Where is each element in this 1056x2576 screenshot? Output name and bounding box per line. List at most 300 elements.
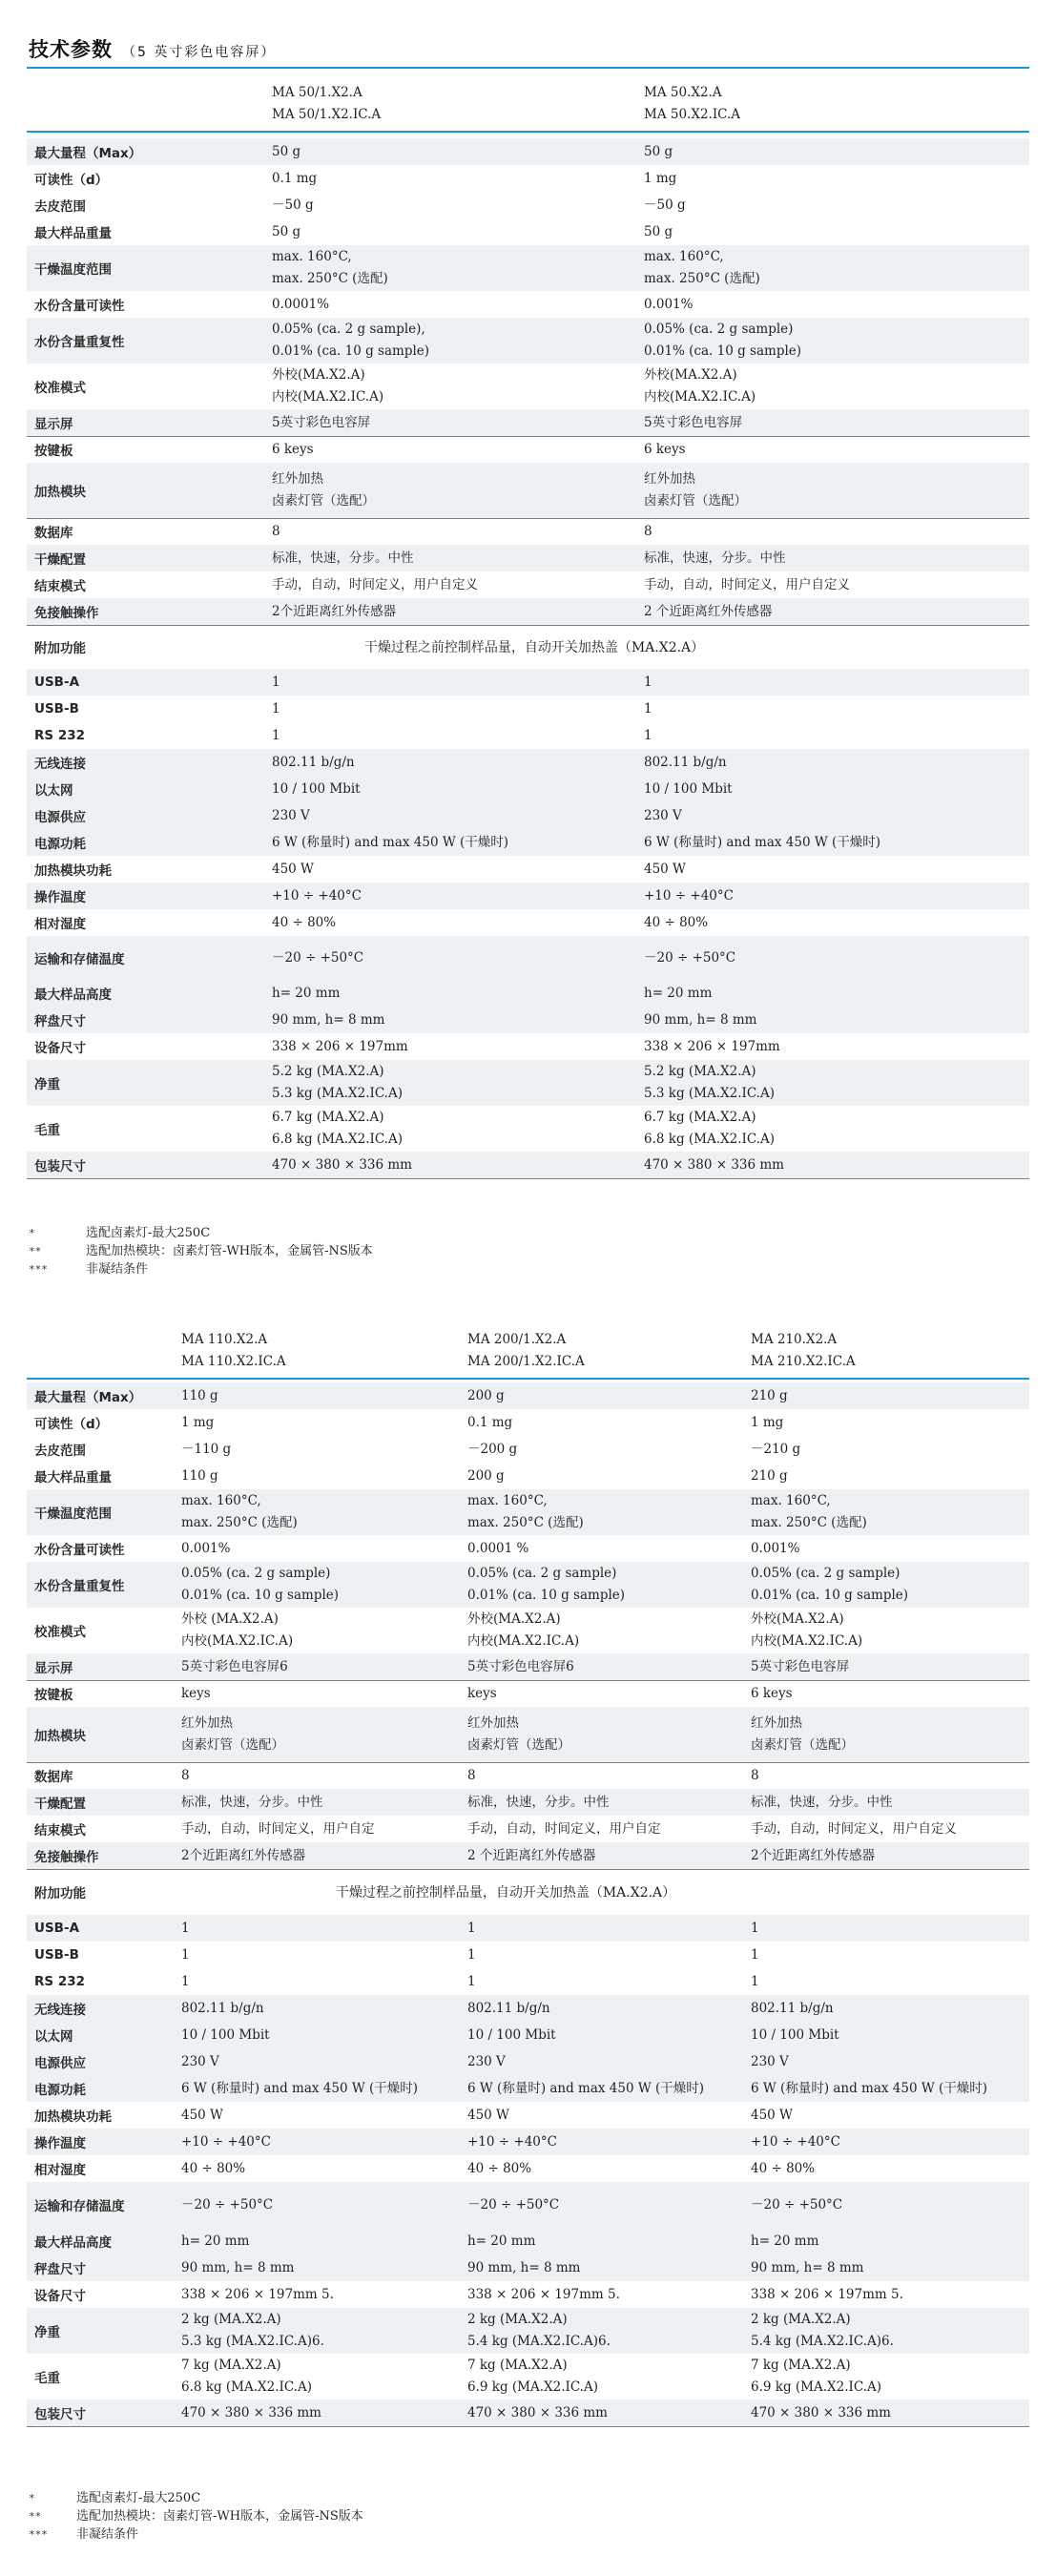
spec-value-line: 2 个近距离红外传感器 [467,1847,596,1863]
footnote-text: 非凝结条件 [76,2527,139,2542]
spec-value [181,2048,219,2075]
spec-value-line: 卤素灯管（选配） [181,1737,284,1753]
spec-value [751,1968,759,1995]
spec-row [27,2182,1029,2229]
footnote [29,1224,696,1242]
spec-value [644,1152,784,1178]
spec-value [181,2129,271,2155]
spec-value [272,883,362,909]
spec-value [467,1653,574,1680]
spec-value-line: 90 mm, h= 8 mm [272,1011,385,1028]
spec-value-line: 470 × 380 × 336 mm [181,2404,321,2420]
spec-value [467,1842,595,1869]
spec-value-line: 1 [751,1946,759,1963]
spec-label: 设备尺寸 [34,1041,86,1056]
spec-value [644,1033,780,1060]
spec-label: 电源功耗 [34,837,86,852]
spec-label: 去皮范围 [34,199,86,215]
spec-value-line: h= 20 mm [272,985,341,1001]
spec-value-line: 338 × 206 × 197mm [644,1038,780,1054]
model-name: MA 50.X2.A [644,85,722,100]
spec-row [27,1562,1029,1608]
spec-value-line: 0.01% (ca. 10 g sample) [272,343,430,359]
spec-value-line: 0.01% (ca. 10 g sample) [644,343,802,359]
spec-row [27,2254,1029,2281]
spec-value-line: 5英寸彩色电容屏6 [467,1658,574,1674]
spec-value [751,1409,783,1436]
spec-value [181,2075,418,2102]
footnote-mark: * [29,2492,35,2504]
spec-value [181,2022,270,2048]
spec-value [751,2228,818,2254]
spec-value-line: 10 / 100 Mbit [181,2026,270,2043]
spec-value [181,2102,223,2129]
spec-value [181,1535,230,1562]
spec-value-line: 5.4 kg (MA.X2.IC.A)6. [467,2334,611,2349]
spec-value-line: 450 W [467,2107,509,2123]
spec-row [27,1789,1029,1816]
spec-value-line: 卤素灯管（选配） [644,493,747,509]
spec-value [181,1762,190,1789]
spec-value [467,1409,512,1436]
spec-label: 加热模块功耗 [34,863,112,879]
spec-row [27,1409,1029,1436]
spec-value [181,1707,284,1762]
spec-value [751,1915,759,1942]
spec-value-line: 5英寸彩色电容屏 [272,414,371,430]
spec-value-line: 230 V [272,807,310,823]
spec-value-line: 2 kg (MA.X2.A) [181,2312,281,2327]
spec-value-line: 200 g [467,1387,505,1403]
spec-value-line: 1 [181,1973,190,1989]
spec-value [467,2254,580,2281]
spec-value [272,936,363,980]
spec-value-line: 2个近距离红外传感器 [181,1847,306,1863]
spec-value [181,2281,334,2308]
spec-value-line: 卤素灯管（选配） [751,1737,854,1753]
spec-value [644,722,652,749]
spec-value [467,2399,608,2426]
spec-value [644,829,880,856]
spec-value-line: 10 / 100 Mbit [644,780,733,797]
spec-value [181,1968,190,1995]
spec-value-line: max. 250°C (选配) [272,271,388,286]
spec-value-line: 8 [181,1767,190,1783]
spec-label: 水份含量重复性 [34,1579,125,1594]
spec-value-line: 50 g [644,143,673,159]
spec-value-line: 标准，快速，分步。中性 [467,1794,610,1810]
spec-value [467,1707,570,1762]
footnote [29,2525,696,2544]
spec-value-line: 802.11 b/g/n [467,2000,550,2016]
spec-value [467,2281,620,2308]
spec-value-line: 0.001% [751,1540,800,1556]
spec-value-line: max. 160°C, [467,1493,548,1508]
spec-value [272,802,310,829]
spec-value-line: 6 keys [751,1685,793,1701]
spec-value-line: +10 ÷ +40°C [751,2133,840,2150]
spec-label: 包装尺寸 [34,2407,86,2422]
spec-value [751,1942,759,1968]
spec-value [181,1789,323,1816]
spec-label: 校准模式 [34,1625,86,1640]
spec-value-line: 内校(MA.X2.IC.A) [272,389,384,405]
spec-value-line: 470 × 380 × 336 mm [272,1156,412,1173]
spec-value-line: 6.8 kg (MA.X2.IC.A) [644,1132,775,1147]
spec-value-line: 8 [272,523,280,539]
spec-row [27,2129,1029,2155]
spec-value-line: 338 × 206 × 197mm 5. [181,2286,334,2302]
spec-value-line: +10 ÷ +40°C [181,2133,271,2150]
spec-value-line: －50 g [644,197,686,213]
spec-value-line: 外校(MA.X2.A) [751,1611,844,1627]
spec-row [27,463,1029,519]
spec-value-line: 2 个近距离红外传感器 [644,603,773,619]
spec-value [181,1489,298,1535]
spec-value-line: 1 mg [644,170,677,186]
spec-row [27,1816,1029,1842]
footnote-text: 非凝结条件 [86,1262,149,1277]
spec-label: 操作温度 [34,2136,86,2151]
spec-value-line: 手动，自动，时间定义，用户自定义 [751,1820,957,1837]
spec-value [181,2155,245,2182]
spec-value-line: 200 g [467,1467,505,1484]
spec-value-line: 标准，快速，分步。中性 [644,550,786,566]
spec-value [751,2308,894,2354]
footnote-mark: *** [29,1263,48,1276]
spec-value-line: max. 250°C (选配) [467,1515,584,1530]
spec-value-line: h= 20 mm [751,2233,819,2249]
spec-label: 最大量程（Max） [34,1390,142,1405]
spec-value [272,669,280,696]
spec-value [467,2228,535,2254]
spec-value-line: 6.9 kg (MA.X2.IC.A) [467,2379,598,2395]
spec-row [27,1436,1029,1463]
spec-row [27,856,1029,883]
spec-value-line: 5英寸彩色电容屏 [644,414,743,430]
spec-value [272,463,375,518]
spec-value [751,1842,875,1869]
spec-value [467,1762,476,1789]
model-name: MA 110.X2.IC.A [181,1354,286,1369]
spec-row [27,1915,1029,1942]
spec-value-line: 90 mm, h= 8 mm [751,2259,864,2275]
spec-value [751,1995,834,2022]
spec-value-line: 7 kg (MA.X2.A) [467,2358,568,2373]
spec-value [751,2182,842,2228]
spec-value [644,856,686,883]
spec-value [467,1789,610,1816]
spec-value-line: 外校 (MA.X2.A) [181,1611,279,1627]
spec-value-line: 338 × 206 × 197mm [272,1038,408,1054]
spec-value-line: 40 ÷ 80% [467,2160,532,2176]
spec-row [27,192,1029,218]
header-rule [27,131,1029,133]
spec-value [644,598,772,625]
spec-label: 数据库 [34,1770,73,1785]
spec-label: 秤盘尺寸 [34,2262,86,2277]
spec-value-line: 8 [467,1767,476,1783]
spec-value-line: 内校(MA.X2.IC.A) [751,1633,863,1649]
spec-value [751,1707,854,1762]
spec-label: 以太网 [34,783,73,799]
spec-value [272,1007,384,1033]
spec-value [181,1816,375,1842]
spec-value-line: 10 / 100 Mbit [751,2026,839,2043]
spec-row [27,802,1029,829]
model-name: MA 200/1.X2.A [467,1332,567,1347]
spec-row [27,2281,1029,2308]
spec-row [27,598,1029,626]
spec-label: 去皮范围 [34,1444,86,1459]
spec-value-line: －20 ÷ +50°C [467,2196,560,2212]
spec-value [272,1106,403,1152]
spec-value-line: +10 ÷ +40°C [467,2133,557,2150]
spec-row [27,829,1029,856]
spec-value [751,2022,839,2048]
model-header [467,1329,585,1373]
spec-value [467,1436,517,1463]
spec-value [467,1995,550,2022]
spec-label: 按键板 [34,444,73,459]
spec-value [467,1489,584,1535]
spec-label: 操作温度 [34,890,86,905]
spec-label: 运输和存储温度 [34,952,125,967]
spec-value-line: －20 ÷ +50°C [751,2196,843,2212]
spec-value-line: 90 mm, h= 8 mm [467,2259,581,2275]
spec-label: 校准模式 [34,381,86,396]
spec-value [181,1608,293,1653]
spec-value [751,2399,891,2426]
spec-value-line: 5.3 kg (MA.X2.IC.A) [272,1086,403,1101]
spec-value-line: 6.9 kg (MA.X2.IC.A) [751,2379,881,2395]
spec-value-line: 40 ÷ 80% [751,2160,816,2176]
spec-value-line: 210 g [751,1387,788,1403]
spec-label: 干燥温度范围 [34,1506,112,1522]
spec-value [467,2075,704,2102]
spec-value-line: 230 V [181,2053,219,2069]
spec-row [27,2075,1029,2102]
spec-value-line: 手动，自动，时间定义，用户自定义 [644,576,850,592]
spec-value-line: 5.2 kg (MA.X2.A) [644,1064,756,1079]
spec-row [27,571,1029,598]
spec-value-line: 338 × 206 × 197mm 5. [751,2286,903,2302]
spec-value [751,1463,788,1489]
spec-label: 秤盘尺寸 [34,1014,86,1029]
spec-value-line: 50 g [644,223,673,239]
spec-value [644,936,735,980]
spec-row [27,936,1029,981]
spec-label: 加热模块功耗 [34,2109,112,2125]
spec-row [27,722,1029,749]
footnote [29,2489,696,2507]
spec-value [467,1463,505,1489]
spec-value [467,2102,509,2129]
spec-row [27,1942,1029,1968]
spec-value-line: +10 ÷ +40°C [272,887,362,904]
spec-value-line: 0.01% (ca. 10 g sample) [181,1588,340,1603]
spec-label: 设备尺寸 [34,2289,86,2304]
spec-value [181,2182,273,2228]
footnote-mark: * [29,1227,35,1239]
model-header [751,1329,856,1373]
spec-value [272,291,329,318]
spec-value-line: 手动，自动，时间定义，用户自定 [467,1820,661,1837]
spec-value [751,1653,849,1680]
spec-value-line: 0.05% (ca. 2 g sample) [467,1566,617,1581]
spec-value [467,1915,476,1942]
model-name: MA 50/1.X2.IC.A [272,107,382,122]
header-rule [27,1378,1029,1380]
spec-value-line: 0.01% (ca. 10 g sample) [751,1588,909,1603]
spec-value [644,409,742,436]
spec-row [27,1995,1029,2022]
spec-value [467,1382,505,1409]
spec-value-line: 0.001% [644,296,694,312]
spec-label: RS 232 [34,728,85,743]
spec-value-line: 1 [644,700,652,717]
spec-value-line: 标准，快速，分步。中性 [181,1794,323,1810]
spec-value [181,1562,339,1608]
spec-value [272,856,314,883]
spec-value [272,722,280,749]
spec-value [644,218,673,245]
spec-value [181,2228,249,2254]
spec-value-line: 1 [272,674,280,690]
spec-value [644,545,786,571]
model-name: MA 110.X2.A [181,1332,268,1347]
spec-value [751,1562,908,1608]
spec-value-line: 338 × 206 × 197mm 5. [467,2286,620,2302]
spec-value-line: 红外加热 [272,471,323,487]
spec-value-line: 802.11 b/g/n [751,2000,834,2016]
spec-value [467,1968,476,1995]
spec-label: 最大样品高度 [34,2235,112,2251]
spec-value-line: 470 × 380 × 336 mm [467,2404,608,2420]
spec-value-line: 1 [467,1920,476,1936]
spec-label: 相对湿度 [34,2163,86,2178]
spec-value [181,1409,214,1436]
spec-row [27,625,1029,670]
spec-value [644,165,676,192]
spec-value [272,749,355,776]
spec-value-line: 红外加热 [181,1715,233,1731]
spec-row [27,1535,1029,1562]
spec-value [181,1463,218,1489]
spec-row [27,2228,1029,2254]
spec-value-line: 6.8 kg (MA.X2.IC.A) [181,2379,312,2395]
spec-value-line: 6.8 kg (MA.X2.IC.A) [272,1132,403,1147]
spec-value-line: 90 mm, h= 8 mm [644,1011,757,1028]
spec-label: 附加功能 [34,641,86,656]
spec-value [751,1535,799,1562]
spec-value [644,245,760,291]
model-header [644,82,740,126]
spec-value-merged: 干燥过程之前控制样品量，自动开关加热盖（MA.X2.A） [335,1885,676,1901]
spec-value-line: 0.05% (ca. 2 g sample) [644,322,794,337]
spec-value-line: 90 mm, h= 8 mm [181,2259,295,2275]
spec-row [27,1842,1029,1870]
spec-row [27,2155,1029,2183]
spec-value-line: 1 [751,1973,759,1989]
spec-value [272,318,429,364]
spec-value [644,696,652,722]
spec-value [644,138,673,165]
spec-value-line: 0.001% [181,1540,231,1556]
spec-value [181,2399,321,2426]
spec-row [27,291,1029,318]
spec-value-line: 802.11 b/g/n [181,2000,264,2016]
spec-value-line: 230 V [467,2053,506,2069]
spec-label: 水份含量可读性 [34,299,125,314]
spec-value [272,165,317,192]
spec-value [181,1915,190,1942]
footnote [29,1242,696,1260]
spec-value [644,318,801,364]
spec-row [27,909,1029,937]
spec-value-line: 1 [181,1946,190,1963]
spec-value-line: 40 ÷ 80% [181,2160,246,2176]
spec-value-line: 红外加热 [751,1715,802,1731]
spec-row [27,776,1029,803]
spec-row [27,1608,1029,1653]
spec-value-line: 6 W (称量时) and max 450 W (干燥时) [272,834,509,850]
spec-row [27,883,1029,909]
spec-row [27,1869,1029,1916]
spec-row [27,1033,1029,1060]
spec-value-line: keys [181,1685,211,1701]
model-name: MA 50/1.X2.A [272,85,362,100]
spec-value-line: 0.1 mg [467,1414,513,1430]
spec-value [181,1995,264,2022]
model-header [272,82,381,126]
spec-value [751,1436,800,1463]
spec-row [27,1489,1029,1535]
spec-row [27,2308,1029,2354]
spec-value-line: 1 [751,1920,759,1936]
spec-value [644,909,708,936]
spec-value-line: 230 V [751,2053,789,2069]
spec-value [272,545,414,571]
spec-value [181,1382,218,1409]
spec-value-line: 卤素灯管（选配） [467,1737,570,1753]
spec-value-line: max. 160°C, [751,1493,831,1508]
spec-value [467,1816,661,1842]
spec-label: 干燥配置 [34,1797,86,1812]
spec-value [272,218,300,245]
spec-value [467,2354,598,2399]
spec-value-line: 5英寸彩色电容屏 [751,1658,850,1674]
footnote-mark: *** [29,2528,48,2541]
spec-value [751,2075,987,2102]
spec-row [27,696,1029,722]
spec-value [467,2182,559,2228]
spec-label: 结束模式 [34,1823,86,1839]
spec-value [644,436,686,463]
title-rule [27,67,1029,69]
spec-value-line: 7 kg (MA.X2.A) [751,2358,851,2373]
spec-label: 相对湿度 [34,917,86,932]
spec-value-line: 210 g [751,1467,788,1484]
spec-label: USB-A [34,1921,80,1936]
spec-label: 加热模块 [34,1729,86,1744]
spec-value-line: 0.05% (ca. 2 g sample), [272,322,425,337]
spec-row [27,1382,1029,1409]
spec-label: 电源供应 [34,2056,86,2071]
spec-label: 净重 [34,1077,60,1092]
spec-value-line: 6.7 kg (MA.X2.A) [272,1110,384,1125]
spec-value [644,1106,775,1152]
